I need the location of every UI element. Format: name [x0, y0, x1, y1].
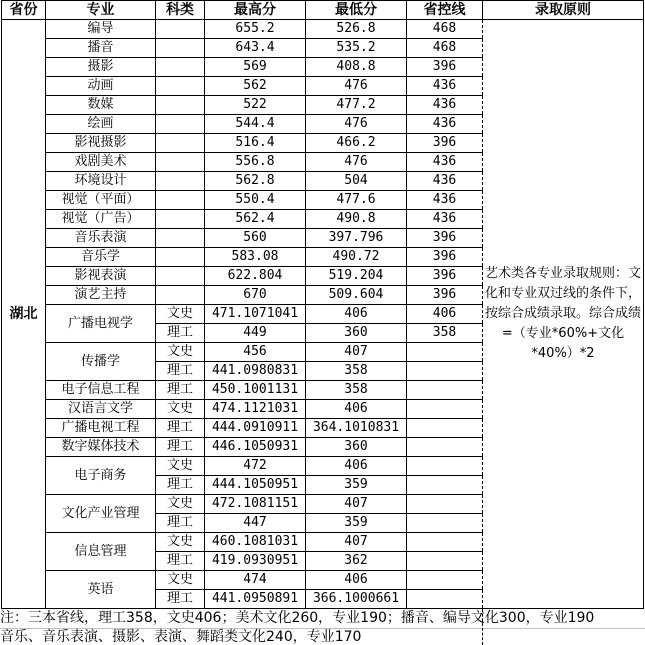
min-score-cell[interactable]: 490.8 — [306, 210, 407, 229]
major-cell[interactable]: 编导 — [46, 20, 156, 39]
category-cell[interactable]: 理工 — [156, 552, 205, 571]
header-control-line[interactable]: 省控线 — [407, 1, 483, 20]
control-line-cell[interactable]: 468 — [407, 20, 483, 39]
min-score-cell[interactable]: 406 — [306, 400, 407, 419]
page-break-divider — [482, 609, 483, 645]
max-score-cell[interactable]: 522 — [205, 96, 306, 115]
major-cell[interactable]: 电子商务 — [46, 457, 156, 495]
max-score-cell[interactable]: 622.804 — [205, 267, 306, 286]
min-score-cell[interactable]: 397.796 — [306, 229, 407, 248]
min-score-cell[interactable]: 362 — [306, 552, 407, 571]
max-score-cell[interactable]: 550.4 — [205, 191, 306, 210]
max-score-cell[interactable]: 583.08 — [205, 248, 306, 267]
major-cell[interactable]: 音乐学 — [46, 248, 156, 267]
min-score-cell[interactable]: 476 — [306, 153, 407, 172]
max-score-cell[interactable]: 560 — [205, 229, 306, 248]
max-score-cell[interactable]: 472.1081151 — [205, 495, 306, 514]
major-cell[interactable]: 影视摄影 — [46, 134, 156, 153]
category-cell[interactable] — [156, 267, 205, 286]
min-score-cell[interactable]: 366.1000661 — [306, 590, 407, 609]
control-line-cell[interactable]: 396 — [407, 248, 483, 267]
control-line-cell[interactable] — [407, 495, 483, 514]
major-cell[interactable]: 广播电视学 — [46, 305, 156, 343]
category-cell[interactable] — [156, 248, 205, 267]
note-line-2[interactable]: 音乐、音乐表演、摄影、表演、舞蹈类文化240，专业170 — [0, 629, 362, 645]
max-score-cell[interactable]: 456 — [205, 343, 306, 362]
min-score-cell[interactable]: 526.8 — [306, 20, 407, 39]
category-cell[interactable]: 文史 — [156, 495, 205, 514]
control-line-cell[interactable]: 436 — [407, 191, 483, 210]
max-score-cell[interactable]: 474.1121031 — [205, 400, 306, 419]
max-score-cell[interactable]: 441.0980831 — [205, 362, 306, 381]
min-score-cell[interactable]: 407 — [306, 533, 407, 552]
category-cell[interactable]: 理工 — [156, 438, 205, 457]
max-score-cell[interactable]: 643.4 — [205, 39, 306, 58]
min-score-cell[interactable]: 358 — [306, 381, 407, 400]
header-province[interactable]: 省份 — [2, 1, 46, 20]
major-cell[interactable]: 广播电视工程 — [46, 419, 156, 438]
major-cell[interactable]: 播音 — [46, 39, 156, 58]
max-score-cell[interactable]: 670 — [205, 286, 306, 305]
max-score-cell[interactable]: 444.1050951 — [205, 476, 306, 495]
category-cell[interactable]: 理工 — [156, 324, 205, 343]
category-cell[interactable] — [156, 191, 205, 210]
min-score-cell[interactable]: 477.2 — [306, 96, 407, 115]
major-cell[interactable]: 汉语言文学 — [46, 400, 156, 419]
category-cell[interactable]: 文史 — [156, 571, 205, 590]
max-score-cell[interactable]: 446.1050931 — [205, 438, 306, 457]
min-score-cell[interactable]: 364.1010831 — [306, 419, 407, 438]
control-line-cell[interactable]: 436 — [407, 210, 483, 229]
control-line-cell[interactable]: 436 — [407, 172, 483, 191]
category-cell[interactable] — [156, 96, 205, 115]
control-line-cell[interactable]: 436 — [407, 77, 483, 96]
min-score-cell[interactable]: 476 — [306, 115, 407, 134]
control-line-cell[interactable]: 358 — [407, 324, 483, 343]
category-cell[interactable] — [156, 115, 205, 134]
control-line-cell[interactable] — [407, 552, 483, 571]
major-cell[interactable]: 摄影 — [46, 58, 156, 77]
min-score-cell[interactable]: 358 — [306, 362, 407, 381]
header-category[interactable]: 科类 — [156, 1, 205, 20]
category-cell[interactable]: 理工 — [156, 590, 205, 609]
major-cell[interactable]: 视觉（广告） — [46, 210, 156, 229]
control-line-cell[interactable] — [407, 476, 483, 495]
max-score-cell[interactable]: 655.2 — [205, 20, 306, 39]
max-score-cell[interactable]: 544.4 — [205, 115, 306, 134]
control-line-cell[interactable] — [407, 514, 483, 533]
major-cell[interactable]: 信息管理 — [46, 533, 156, 571]
header-major[interactable]: 专业 — [46, 1, 156, 20]
max-score-cell[interactable]: 562.4 — [205, 210, 306, 229]
category-cell[interactable] — [156, 77, 205, 96]
major-cell[interactable]: 电子信息工程 — [46, 381, 156, 400]
control-line-cell[interactable] — [407, 419, 483, 438]
province-cell[interactable]: 湖北 — [2, 20, 46, 609]
min-score-cell[interactable]: 407 — [306, 343, 407, 362]
major-cell[interactable]: 数字媒体技术 — [46, 438, 156, 457]
max-score-cell[interactable]: 569 — [205, 58, 306, 77]
max-score-cell[interactable]: 562 — [205, 77, 306, 96]
min-score-cell[interactable]: 466.2 — [306, 134, 407, 153]
control-line-cell[interactable] — [407, 381, 483, 400]
category-cell[interactable]: 理工 — [156, 514, 205, 533]
min-score-cell[interactable]: 359 — [306, 476, 407, 495]
min-score-cell[interactable]: 406 — [306, 571, 407, 590]
control-line-cell[interactable]: 396 — [407, 286, 483, 305]
category-cell[interactable] — [156, 210, 205, 229]
control-line-cell[interactable] — [407, 362, 483, 381]
control-line-cell[interactable]: 396 — [407, 267, 483, 286]
max-score-cell[interactable]: 450.1001131 — [205, 381, 306, 400]
max-score-cell[interactable]: 562.8 — [205, 172, 306, 191]
control-line-cell[interactable]: 436 — [407, 96, 483, 115]
control-line-cell[interactable] — [407, 533, 483, 552]
category-cell[interactable] — [156, 286, 205, 305]
major-cell[interactable]: 绘画 — [46, 115, 156, 134]
category-cell[interactable]: 文史 — [156, 305, 205, 324]
control-line-cell[interactable]: 468 — [407, 39, 483, 58]
major-cell[interactable]: 动画 — [46, 77, 156, 96]
admission-rule-cell[interactable]: 艺术类各专业录取规则：文化和专业双过线的条件下，按综合成绩录取。综合成绩=（专业*60%+文化*40%）*2 — [483, 20, 644, 609]
control-line-cell[interactable]: 396 — [407, 229, 483, 248]
control-line-cell[interactable] — [407, 571, 483, 590]
category-cell[interactable]: 理工 — [156, 362, 205, 381]
max-score-cell[interactable]: 556.8 — [205, 153, 306, 172]
major-cell[interactable]: 传播学 — [46, 343, 156, 381]
min-score-cell[interactable]: 477.6 — [306, 191, 407, 210]
min-score-cell[interactable]: 519.204 — [306, 267, 407, 286]
table-row — [2, 20, 644, 39]
control-line-cell[interactable]: 396 — [407, 58, 483, 77]
major-cell[interactable]: 影视表演 — [46, 267, 156, 286]
control-line-cell[interactable] — [407, 343, 483, 362]
major-cell[interactable]: 文化产业管理 — [46, 495, 156, 533]
header-row — [2, 1, 644, 20]
min-score-cell[interactable]: 504 — [306, 172, 407, 191]
max-score-cell[interactable]: 441.0950891 — [205, 590, 306, 609]
control-line-cell[interactable] — [407, 400, 483, 419]
category-cell[interactable] — [156, 20, 205, 39]
min-score-cell[interactable]: 406 — [306, 305, 407, 324]
min-score-cell[interactable]: 360 — [306, 438, 407, 457]
max-score-cell[interactable]: 419.0930951 — [205, 552, 306, 571]
category-cell[interactable] — [156, 39, 205, 58]
control-line-cell[interactable]: 436 — [407, 153, 483, 172]
category-cell[interactable]: 理工 — [156, 476, 205, 495]
major-cell[interactable]: 环境设计 — [46, 172, 156, 191]
major-cell[interactable]: 英语 — [46, 571, 156, 609]
category-cell[interactable]: 理工 — [156, 381, 205, 400]
max-score-cell[interactable]: 472 — [205, 457, 306, 476]
min-score-cell[interactable]: 407 — [306, 495, 407, 514]
control-line-cell[interactable] — [407, 590, 483, 609]
min-score-cell[interactable]: 406 — [306, 457, 407, 476]
min-score-cell[interactable]: 509.604 — [306, 286, 407, 305]
note-line-1[interactable]: 注：三本省线，理工358，文史406；美术文化260，专业190；播音、编导文化300，专业190 — [0, 609, 645, 629]
category-cell[interactable] — [156, 172, 205, 191]
category-cell[interactable] — [156, 229, 205, 248]
category-cell[interactable]: 理工 — [156, 419, 205, 438]
category-cell[interactable]: 文史 — [156, 343, 205, 362]
control-line-cell[interactable]: 436 — [407, 115, 483, 134]
min-score-cell[interactable]: 359 — [306, 514, 407, 533]
header-admission-rule[interactable]: 录取原则 — [483, 1, 644, 20]
max-score-cell[interactable]: 444.0910911 — [205, 419, 306, 438]
header-min-score[interactable]: 最低分 — [306, 1, 407, 20]
category-cell[interactable]: 文史 — [156, 400, 205, 419]
admission-score-table — [1, 0, 644, 609]
category-cell[interactable] — [156, 153, 205, 172]
max-score-cell[interactable]: 471.1071041 — [205, 305, 306, 324]
control-line-cell[interactable]: 396 — [407, 134, 483, 153]
major-cell[interactable]: 演艺主持 — [46, 286, 156, 305]
max-score-cell[interactable]: 460.1081031 — [205, 533, 306, 552]
min-score-cell[interactable]: 535.2 — [306, 39, 407, 58]
min-score-cell[interactable]: 490.72 — [306, 248, 407, 267]
control-line-cell[interactable] — [407, 438, 483, 457]
max-score-cell[interactable]: 447 — [205, 514, 306, 533]
min-score-cell[interactable]: 360 — [306, 324, 407, 343]
control-line-cell[interactable] — [407, 457, 483, 476]
category-cell[interactable] — [156, 58, 205, 77]
max-score-cell[interactable]: 516.4 — [205, 134, 306, 153]
major-cell[interactable]: 戏剧美术 — [46, 153, 156, 172]
max-score-cell[interactable]: 474 — [205, 571, 306, 590]
control-line-cell[interactable]: 406 — [407, 305, 483, 324]
header-max-score[interactable]: 最高分 — [205, 1, 306, 20]
category-cell[interactable] — [156, 134, 205, 153]
min-score-cell[interactable]: 476 — [306, 77, 407, 96]
major-cell[interactable]: 视觉（平面） — [46, 191, 156, 210]
major-cell[interactable]: 音乐表演 — [46, 229, 156, 248]
max-score-cell[interactable]: 449 — [205, 324, 306, 343]
min-score-cell[interactable]: 408.8 — [306, 58, 407, 77]
category-cell[interactable]: 文史 — [156, 457, 205, 476]
category-cell[interactable]: 文史 — [156, 533, 205, 552]
major-cell[interactable]: 数媒 — [46, 96, 156, 115]
